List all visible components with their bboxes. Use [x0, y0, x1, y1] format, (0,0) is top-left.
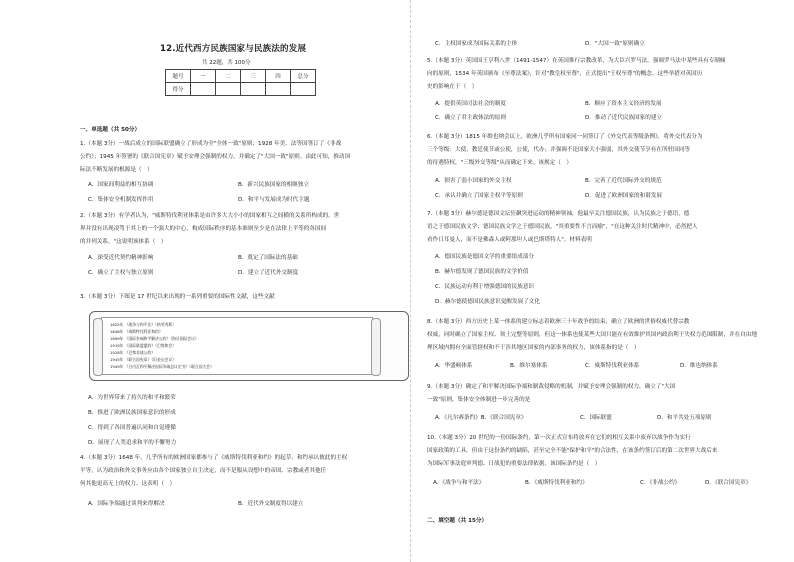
question-8-line: 8.（本题 3分）西方历史上某一体系的建立标志着欧洲三十年战争的结束，确立了欧洲的世俗权威代替宗教 — [427, 319, 690, 325]
question-8-line: 理区域内拥有全面管辖权和不干涉其地区国家的内部事务的权力，该体系指的是（ ） — [427, 345, 640, 351]
question-1-line: 公约》；1945 年签署的《联合国宪章》赋予安理会强制的权力，并确定了"大国一致"原则。由此可知，推动国 — [80, 154, 351, 160]
option-d[interactable]: D．"大国一致"原则确立 — [585, 41, 645, 47]
question-5-line: 史的影响在于（ ） — [427, 84, 478, 90]
question-8-line: 权威，同时确立了国家主权、领土完整等原则，但这一体系也使某些大国只能在有效维护其国内政治利于失权力范围限制，并在自由地 — [427, 332, 758, 338]
option-a[interactable]: A．为世界带来了持久的和平和繁荣 — [88, 395, 176, 401]
option-c[interactable]: C．国际联盟 — [580, 415, 612, 421]
question-5-line: 5.（本题 3分）英国国王亨利八世（1491-1547）在英国推行宗教改革，为大臣兴罗马法，强调罗马法中某些具有专制倾 — [427, 58, 726, 64]
option-b[interactable]: B．赫尔德发现了德国民族的文学价值 — [435, 269, 529, 275]
question-2-line: 界并没有出现凌驾于其上的一个强大的中心，构成国际秩序的基本准则至少是在法律上平等的各国间 — [80, 226, 327, 232]
score-row — [166, 83, 316, 96]
option-d[interactable]: D．和平与发展成为时代主题 — [238, 197, 310, 203]
score-header-cell: 总分 — [291, 70, 316, 83]
question-7-line: 看作日耳曼人，而不是佛森人或阿那坦人或巴斯塔特人"。材料表明 — [427, 237, 592, 243]
option-a[interactable]: A．德国民族是德国文学的重要组成部分 — [435, 254, 534, 260]
option-c[interactable]: C．确立了君主政体法的原则 — [435, 115, 507, 121]
option-c[interactable]: C．集体安全机制发挥作用 — [88, 197, 154, 203]
score-cell[interactable] — [216, 83, 241, 96]
question-7-line: 7.（本题 3分）赫尔德是德国文坛狂飙突进运动的精神领袖，他最早关注德国民族，认为民族之于德语，德 — [427, 211, 690, 217]
score-table — [165, 69, 316, 96]
option-d[interactable]: D．推动了近代民族国家的建立 — [585, 115, 663, 121]
option-b[interactable]: B．近代外交制度得以建立 — [238, 501, 304, 507]
timeline-entry: 1945年 《联合国宪章》（旧金山会议） — [110, 357, 176, 362]
question-2-line: 2.（本题 3分）有学者认为，"威斯特伐利亚体系是由许多大大小小的国家相互之间横的关系所构成的，世 — [80, 213, 340, 219]
score-cell[interactable] — [241, 83, 266, 96]
option-a-b[interactable]: A．《凡尔赛条约》B．《联合国宪章》 — [435, 415, 527, 421]
question-4-line: 平等，认为政治和外交事务应由各个国家独立自主决定，而不是服从设想中的帝国、宗教或者其他任 — [80, 468, 327, 474]
option-b[interactable]: B．推进了欧洲民族国家意识的形成 — [88, 410, 176, 416]
question-10-line: 为国际军事法庭审判德、日战犯的重要法律依据。该国际条约是（ ） — [427, 461, 601, 467]
scroll-curl-left — [93, 318, 103, 376]
option-d[interactable]: D．和平共处五项原则 — [657, 415, 712, 421]
option-b[interactable]: B．完善了近代国际外交的规范 — [585, 178, 662, 184]
option-a[interactable]: A．提供英国司法社会的制度 — [435, 101, 506, 107]
option-a[interactable]: A．华盛顿体系 — [435, 363, 473, 369]
question-3-line: 3.（本题 3分）下图是 17 世纪以来出现的一系列重要的国际性文献，这些文献 — [80, 294, 275, 300]
option-a[interactable]: A．国际争端通过谈判来得解决 — [88, 501, 165, 507]
score-cell[interactable] — [191, 83, 216, 96]
score-header-cell: 一 — [191, 70, 216, 83]
scroll-illustration — [101, 317, 373, 375]
option-d[interactable]: D．《联合国宪章》 — [705, 480, 752, 486]
timeline-figure — [89, 311, 409, 381]
question-10-line: 国家政策的工具。但由于这份条约的缺陷，甚至完全不能"保护和平"的合法性，在该条约签订后的第二次世界大战后来 — [427, 448, 718, 454]
option-b[interactable]: B．维尔塞体系 — [510, 363, 548, 369]
question-10-line: 10.（本题 3分）20 世纪的一份国际条约，第一次正式宣布将放弃在它们的相互关系中废弃以战争作为实行 — [427, 435, 691, 441]
question-1-line: 1.（本题 3分）一战后成立的国际联盟确立了形成为全"全体一致"原则；1928 年美、法等国签订了《非战 — [80, 141, 342, 147]
option-b[interactable]: B．顺应了资本主义经济的发展 — [585, 101, 662, 107]
timeline-entry: 1648年 《威斯特伐利亚和约》 — [110, 329, 163, 334]
option-c[interactable]: C．承认并确立了国家主权平等原则 — [435, 193, 523, 199]
score-header-cell: 四 — [266, 70, 291, 83]
timeline-entry: 1949年 《日内瓦和平解决国际争端总议定书》（联合国大会） — [110, 364, 214, 369]
option-a[interactable]: A．《战争与和平法》 — [433, 480, 485, 486]
option-a[interactable]: A．深受近代契约精神影响 — [88, 255, 154, 261]
scroll-curl-right — [371, 318, 381, 376]
question-6-line: 6.（本题 3分）1815 年维也纳会议上，欧洲几乎所有国家同一同签订了《外交代表等级条例》，将外交代表分为 — [427, 134, 703, 140]
page-binding-line — [410, 0, 413, 562]
option-c[interactable]: C．主权国家成为国际关系的主体 — [435, 41, 518, 47]
option-b[interactable]: B．《威斯特伐利亚和约》 — [525, 480, 588, 486]
option-c[interactable]: C．得到了各国普遍认同和自觉遵循 — [88, 425, 176, 431]
option-d[interactable]: D．促进了欧洲国家的和谐发展 — [585, 193, 663, 199]
timeline-entry: 1928年 《巴黎非战公约》 — [110, 350, 156, 355]
option-d[interactable]: D．展现了人类追求和平的不懈努力 — [88, 440, 177, 446]
score-header-row — [166, 70, 316, 83]
section-heading-fill-blank: 二、填空题（共 15分） — [427, 518, 488, 524]
section-heading-single-choice: 一、单选题（共 50分） — [80, 127, 141, 133]
score-header-cell: 题号 — [166, 70, 191, 83]
score-row-label: 得分 — [166, 83, 191, 96]
option-d[interactable]: D．建立了近代外交制度 — [238, 270, 299, 276]
option-c[interactable]: C．确立了主权与独立原则 — [88, 270, 154, 276]
option-b[interactable]: B．奠定了国际法的基础 — [238, 255, 298, 261]
option-c[interactable]: C．民族运动有利于增强德国的民族意识 — [435, 284, 535, 290]
option-a[interactable]: A．损害了弱小国家的外交主权 — [435, 178, 512, 184]
score-header-cell: 三 — [241, 70, 266, 83]
option-c[interactable]: C．《非战公约》 — [640, 480, 681, 486]
question-7-line: 语之于德国民族文学；德国民族文学之于德国民族，"其重要性不言而喻"，"在这种关注时代精神中，必然把人 — [427, 224, 698, 230]
question-9-line: 9.（本题 3分）确定了和平解决国际争端和制裁侵略的机制，并赋予安理会强制的权力，确立了"大国 — [427, 384, 676, 390]
score-cell[interactable] — [291, 83, 316, 96]
question-6-line: 三个等级：大使、教廷使节或公使，公使，代办；并强调不论国家大小强弱，其外交使节享有在所驻国同等 — [427, 147, 690, 153]
question-1-line: 际法不断发展的根源是（ ） — [80, 167, 153, 173]
question-5-line: 向的原则，1534 年英国颁布《至尊法案》，针对"教皇权至尊"，正式提出"王权至尊"的概念。这些举措对英国历 — [427, 71, 703, 77]
score-header-cell: 二 — [216, 70, 241, 83]
timeline-entry: 1919年 《国际联盟盟约》（巴黎和会） — [110, 343, 176, 348]
option-b[interactable]: B．新兴民族国家的相继独立 — [238, 182, 309, 188]
question-4-line: 何其他更高无上的权力。这表明（ ） — [80, 481, 176, 487]
option-a[interactable]: A．国家间利益的相互协调 — [88, 182, 154, 188]
question-4-line: 4.（本题 3分）1648 年，几乎所有的欧洲国家都参与了《威斯特伐利亚和约》的起草，和约承认彼此的主权 — [80, 455, 348, 461]
option-d[interactable]: D．维也纳体系 — [680, 363, 718, 369]
question-2-line: 的并列关系。"这说明该体系（ ） — [80, 239, 167, 245]
page-subtitle: 共 22题，共 100分 — [202, 60, 251, 66]
timeline-entry: 1899年 《国际争端和平解决公约》（海牙国际会议） — [110, 336, 199, 341]
option-c[interactable]: C．威斯特伐利亚体系 — [585, 363, 640, 369]
score-cell[interactable] — [266, 83, 291, 96]
page-title: 12.近代西方民族国家与民族法的发展 — [160, 44, 307, 54]
question-9-line: 一致"原则，集体安全体制进一步完善的是 — [427, 397, 531, 403]
question-6-line: 的待遇特权，"三级外交等级"从而确定下来。该规定（ ） — [427, 160, 572, 166]
timeline-entry: 1625年 《战争与和平法》（格劳秀斯） — [110, 322, 176, 327]
option-d[interactable]: D．赫尔德使德国民族意识觉醒发展了文化 — [435, 299, 540, 305]
